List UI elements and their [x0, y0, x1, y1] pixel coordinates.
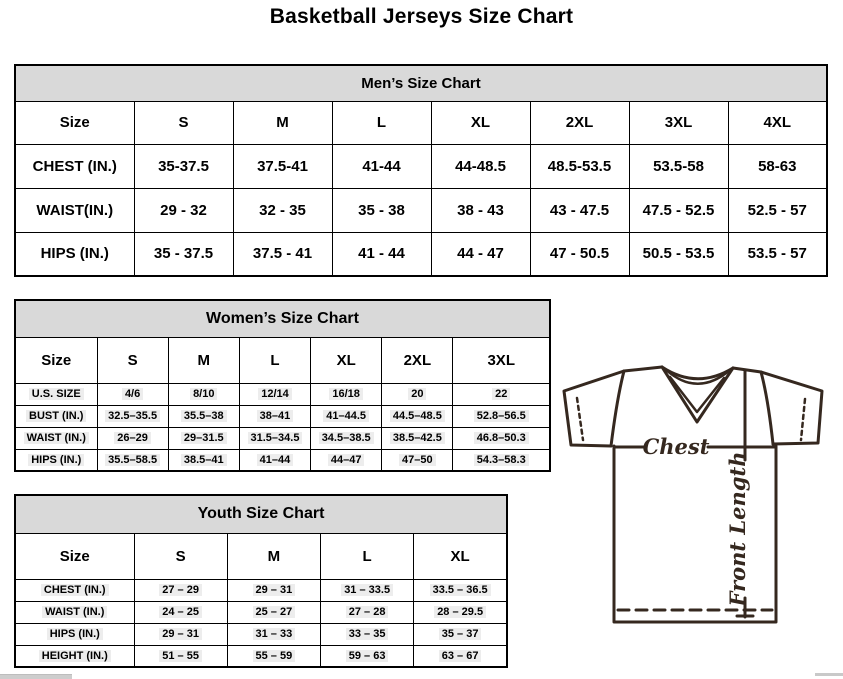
horizontal-scrollbar-fragment[interactable] — [815, 673, 843, 676]
value-cell: 37.5 - 41 — [252, 245, 313, 263]
value-cell: 31.5–34.5 — [248, 432, 303, 444]
value-cell: 32.5–35.5 — [105, 410, 160, 422]
row-label: WAIST (IN.) — [42, 606, 107, 618]
value-cell: 24 – 25 — [159, 606, 202, 618]
mens-size-chart-table — [14, 64, 828, 277]
measurement-row — [15, 579, 507, 601]
value-cell: 16/18 — [329, 388, 363, 400]
size-header-label: Size — [59, 547, 90, 565]
value-cell: 4/6 — [122, 388, 143, 400]
size-column-header: 2XL — [403, 351, 432, 369]
measurement-row — [15, 383, 550, 405]
row-label: WAIST (IN.) — [24, 432, 89, 444]
jersey-right-armhole — [761, 372, 773, 444]
measurement-row — [15, 623, 507, 645]
size-column-header: S — [175, 547, 186, 565]
value-cell: 35.5–58.5 — [105, 454, 160, 466]
jersey-outline-drawing — [556, 360, 836, 660]
value-cell: 31 – 33 — [253, 628, 296, 640]
front-length-measure-label: Front Length — [725, 451, 750, 607]
size-header-row — [15, 101, 827, 144]
jersey-measurement-diagram — [556, 360, 836, 660]
value-cell: 44 - 47 — [457, 245, 504, 263]
row-label: BUST (IN.) — [26, 410, 86, 422]
measurement-row — [15, 427, 550, 449]
jersey-right-sleeve — [761, 372, 822, 444]
value-cell: 54.3–58.3 — [474, 454, 529, 466]
measurement-row — [15, 188, 827, 232]
measurement-row — [15, 405, 550, 427]
value-cell: 41 - 44 — [358, 245, 405, 263]
value-cell: 25 – 27 — [253, 606, 296, 618]
row-label: WAIST(IN.) — [36, 201, 114, 219]
value-cell: 34.5–38.5 — [319, 432, 374, 444]
measurement-row — [15, 144, 827, 188]
jersey-left-armhole — [611, 371, 624, 446]
value-cell: 51 – 55 — [159, 650, 202, 662]
value-cell: 47–50 — [399, 454, 436, 466]
table-title-row — [15, 65, 827, 101]
youth-size-chart-table — [14, 494, 508, 668]
value-cell: 32 - 35 — [259, 201, 306, 219]
jersey-body-outline — [614, 446, 776, 622]
size-column-header: 2XL — [565, 114, 594, 131]
row-label: HIPS (IN.) — [28, 454, 84, 466]
jersey-left-cuff-dashed — [577, 398, 583, 440]
table-title: Women’s Size Chart — [206, 309, 359, 327]
value-cell: 29–31.5 — [181, 432, 227, 444]
row-label: U.S. SIZE — [29, 388, 84, 400]
horizontal-scrollbar-thumb[interactable] — [0, 674, 72, 679]
value-cell: 31 – 33.5 — [341, 584, 393, 596]
value-cell: 27 – 28 — [346, 606, 389, 618]
size-header-label: Size — [59, 114, 90, 131]
value-cell: 27 – 29 — [159, 584, 202, 596]
value-cell: 29 – 31 — [159, 628, 202, 640]
size-header-label: Size — [41, 351, 72, 369]
value-cell: 12/14 — [258, 388, 292, 400]
table-title-row — [15, 495, 507, 533]
row-label: HIPS (IN.) — [47, 628, 103, 640]
row-label: HEIGHT (IN.) — [39, 650, 111, 662]
value-cell: 41–44 — [257, 454, 294, 466]
value-cell: 41–44.5 — [323, 410, 369, 422]
measurement-row — [15, 232, 827, 276]
value-cell: 47.5 - 52.5 — [642, 201, 715, 219]
size-column-header: L — [270, 351, 280, 369]
jersey-right-cuff-dashed — [801, 399, 805, 440]
size-column-header: M — [197, 351, 211, 369]
value-cell: 53.5-58 — [653, 157, 704, 175]
value-cell: 55 – 59 — [253, 650, 296, 662]
value-cell: 53.5 - 57 — [747, 245, 807, 263]
row-label: CHEST (IN.) — [41, 584, 109, 596]
size-column-header: XL — [450, 547, 470, 565]
value-cell: 8/10 — [190, 388, 217, 400]
size-column-header: 4XL — [763, 114, 791, 131]
value-cell: 35 – 37 — [439, 628, 482, 640]
size-column-header: L — [376, 114, 387, 131]
value-cell: 26–29 — [114, 432, 151, 444]
value-cell: 35 - 38 — [358, 201, 405, 219]
size-column-header: XL — [336, 351, 356, 369]
page-title: Basketball Jerseys Size Chart — [269, 5, 574, 28]
chest-measure-label: Chest — [642, 434, 710, 459]
womens-size-chart-table — [14, 299, 551, 472]
table-title: Men’s Size Chart — [361, 74, 481, 92]
size-column-header: S — [127, 351, 138, 369]
size-column-header: XL — [470, 114, 491, 131]
value-cell: 28 – 29.5 — [434, 606, 486, 618]
value-cell: 35-37.5 — [158, 157, 209, 175]
value-cell: 50.5 - 53.5 — [642, 245, 715, 263]
value-cell: 44–47 — [328, 454, 365, 466]
size-header-row — [15, 533, 507, 579]
value-cell: 35 - 37.5 — [153, 245, 214, 263]
value-cell: 41-44 — [362, 157, 401, 175]
jersey-left-shoulder-seam — [624, 367, 662, 371]
size-column-header: 3XL — [664, 114, 693, 131]
value-cell: 52.8–56.5 — [474, 410, 529, 422]
value-cell: 52.5 - 57 — [747, 201, 807, 219]
value-cell: 37.5-41 — [257, 157, 308, 175]
size-column-header: M — [267, 547, 281, 565]
jersey-right-shoulder-seam — [733, 368, 761, 372]
size-header-row — [15, 337, 550, 383]
value-cell: 20 — [408, 388, 426, 400]
value-cell: 46.8–50.3 — [474, 432, 529, 444]
value-cell: 33.5 – 36.5 — [430, 584, 491, 596]
size-column-header: 3XL — [487, 351, 515, 369]
measurement-row — [15, 449, 550, 471]
value-cell: 44-48.5 — [455, 157, 506, 175]
table-title-row — [15, 300, 550, 337]
value-cell: 35.5–38 — [181, 410, 227, 422]
value-cell: 59 – 63 — [346, 650, 389, 662]
row-label: HIPS (IN.) — [40, 245, 109, 263]
value-cell: 29 - 32 — [160, 201, 207, 219]
value-cell: 22 — [492, 388, 510, 400]
size-column-header: S — [178, 114, 189, 131]
value-cell: 43 - 47.5 — [549, 201, 610, 219]
value-cell: 38.5–42.5 — [390, 432, 445, 444]
value-cell: 33 – 35 — [346, 628, 389, 640]
table-title: Youth Size Chart — [197, 505, 325, 523]
value-cell: 38.5–41 — [181, 454, 227, 466]
row-label: CHEST (IN.) — [32, 157, 117, 175]
value-cell: 47 - 50.5 — [549, 245, 610, 263]
measurement-row — [15, 645, 507, 667]
size-column-header: M — [276, 114, 289, 131]
size-column-header: L — [362, 547, 372, 565]
measurement-row — [15, 601, 507, 623]
value-cell: 29 – 31 — [253, 584, 296, 596]
value-cell: 38 - 43 — [457, 201, 504, 219]
value-cell: 48.5-53.5 — [547, 157, 612, 175]
value-cell: 63 – 67 — [439, 650, 482, 662]
value-cell: 58-63 — [758, 157, 797, 175]
value-cell: 38–41 — [257, 410, 294, 422]
value-cell: 44.5–48.5 — [390, 410, 445, 422]
